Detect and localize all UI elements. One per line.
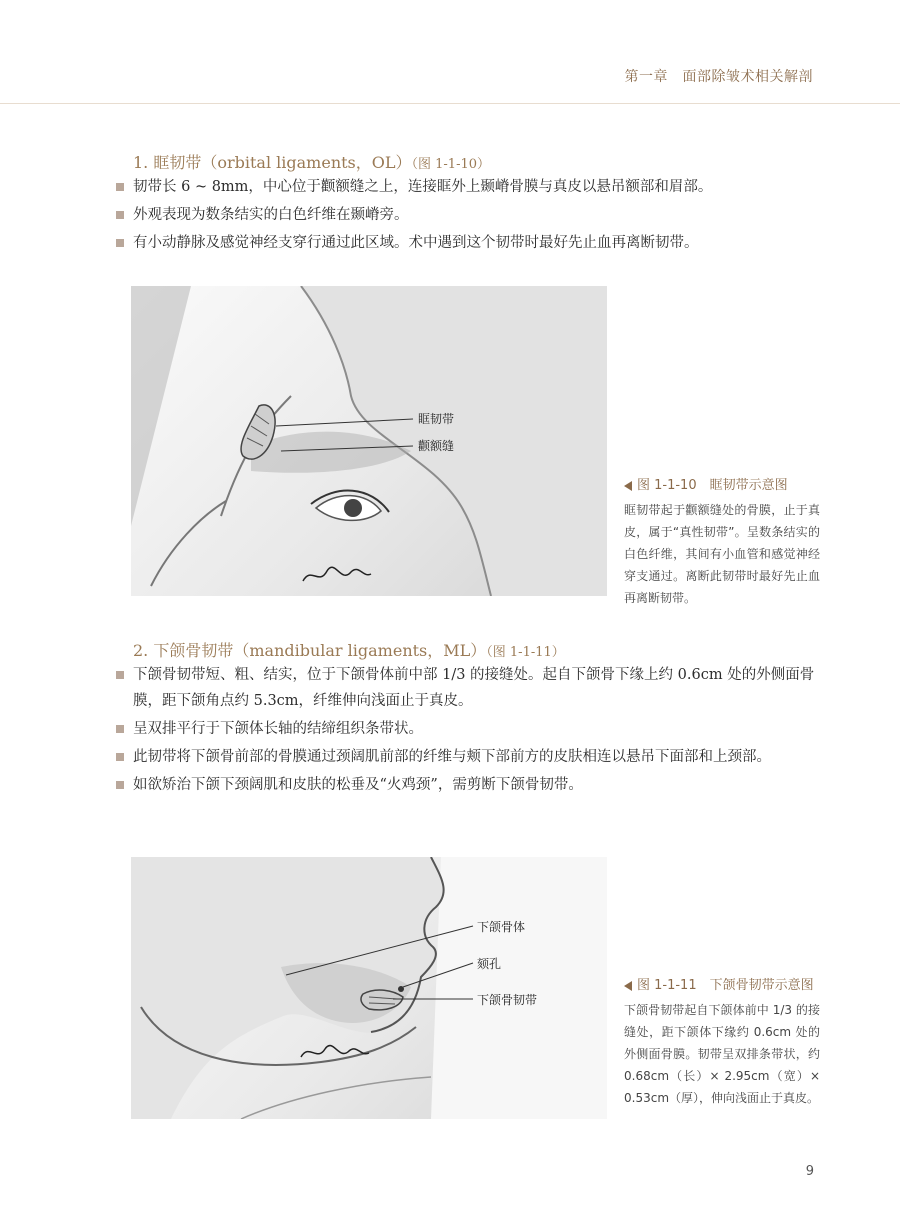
section-title-mandibular	[133, 638, 565, 661]
section-title-text: 1. 眶韧带（orbital ligaments，OL）	[133, 153, 412, 172]
list-item: 下颌骨韧带短、粗、结实，位于下颌骨体前中部 1/3 的接缝处。起自下颌骨下缘上约 0.6cm 处的外侧面骨膜，距下颌角点约 5.3cm，纤维伸向浅面止于真皮。	[116, 662, 816, 714]
figure-reference: （图 1-1-10）	[411, 157, 491, 172]
skull-eye-drawing	[131, 286, 607, 596]
figure-caption-1-1-10	[624, 474, 820, 609]
label-mandible-body: 下颌骨体	[477, 920, 526, 934]
jaw-drawing	[131, 857, 607, 1119]
caption-title: 图 1-1-10 眶韧带示意图	[624, 474, 820, 493]
list-item: 有小动静脉及感觉神经支穿行通过此区域。术中遇到这个韧带时最好先止血再离断韧带。	[116, 230, 816, 256]
caption-body: 下颌骨韧带起自下颌体前中 1/3 的接缝处，距下颌体下缘约 0.6cm 处的外侧面骨膜。韧带呈双排条带状，约 0.68cm（长）× 2.95cm（宽）× 0.53cm（厚），伸向浅面止于真皮。	[624, 1003, 820, 1105]
section-title-orbital	[133, 150, 490, 173]
list-item: 外观表现为数条结实的白色纤维在颞嵴旁。	[116, 202, 816, 228]
mandibular-ligament-illustration	[131, 857, 607, 1119]
bullet-square-icon	[116, 183, 124, 191]
bullet-square-icon	[116, 753, 124, 761]
chapter-header: 第一章 面部除皱术相关解剖	[624, 69, 813, 85]
caption-arrow-icon	[624, 981, 632, 991]
figure-caption-1-1-11	[624, 974, 820, 1109]
list-item: 呈双排平行于下颌体长轴的结缔组织条带状。	[116, 716, 816, 742]
bullet-square-icon	[116, 671, 124, 679]
caption-body: 眶韧带起于颧额缝处的骨膜，止于真皮，属于“真性韧带”。呈数条结实的白色纤维，其间有小血管和感觉神经穿支通过。离断此韧带时最好先止血再离断韧带。	[624, 503, 820, 605]
figure-reference: （图 1-1-11）	[486, 645, 565, 660]
bullet-square-icon	[116, 781, 124, 789]
bullet-list-orbital	[116, 174, 816, 258]
list-item: 如欲矫治下颌下颈阔肌和皮肤的松垂及“火鸡颈”，需剪断下颌骨韧带。	[116, 772, 816, 798]
list-item: 韧带长 6 ~ 8mm，中心位于颧额缝之上，连接眶外上颞嵴骨膜与真皮以悬吊额部和眉部。	[116, 174, 816, 200]
caption-arrow-icon	[624, 481, 632, 491]
orbital-ligament-illustration	[131, 286, 607, 596]
label-zygomaticofrontal-suture: 颧额缝	[418, 439, 455, 453]
list-item: 此韧带将下颌骨前部的骨膜通过颈阔肌前部的纤维与颊下部前方的皮肤相连以悬吊下面部和上颈部。	[116, 744, 816, 770]
page-number: 9	[805, 1164, 814, 1179]
header-divider	[0, 103, 900, 104]
bullet-square-icon	[116, 211, 124, 219]
caption-title: 图 1-1-11 下颌骨韧带示意图	[624, 974, 820, 993]
label-mental-foramen: 颏孔	[477, 957, 502, 971]
label-orbital-ligament: 眶韧带	[418, 412, 455, 426]
bullet-square-icon	[116, 239, 124, 247]
bullet-list-mandibular	[116, 662, 816, 800]
bullet-square-icon	[116, 725, 124, 733]
label-mandibular-ligament: 下颌骨韧带	[477, 993, 538, 1007]
section-title-text: 2. 下颌骨韧带（mandibular ligaments，ML）	[133, 641, 487, 660]
